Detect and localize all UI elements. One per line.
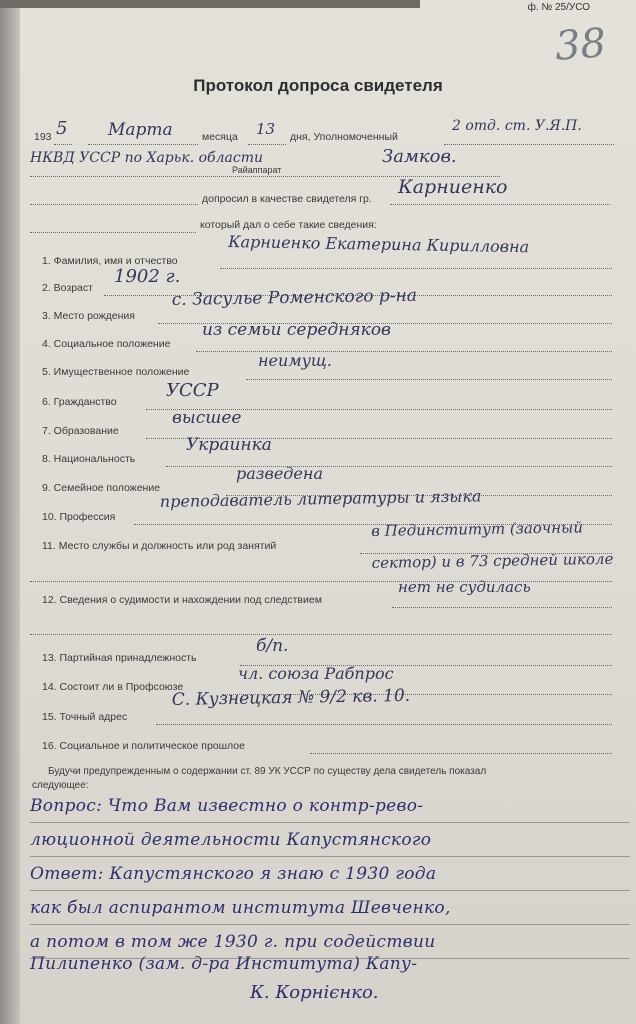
field-value-address: С. Кузнецкая № 9/2 кв. 10.: [171, 685, 411, 710]
field-label-workplace: 11. Место службы и должность или род занятий: [42, 540, 277, 552]
field-label-birthplace: 3. Место рождения: [42, 310, 135, 322]
testimony-line: Вопрос: Что Вам известно о контр-рево-: [30, 796, 424, 816]
testimony-line: люционной деятельности Капустянского: [30, 830, 432, 850]
field-label-union: 14. Состоит ли в Профсоюзе: [42, 681, 184, 693]
field-value-education: высшее: [172, 408, 242, 428]
warning-text-line1: Будучи предупрежденным о содержании ст. 89 УК УССР по существу дела свидетель показал: [48, 766, 487, 777]
gave-info-label: который дал о себе такие сведения:: [200, 219, 377, 231]
month-handwritten: Марта: [108, 120, 173, 140]
warning-text-line2: следующее:: [32, 780, 89, 791]
witness-surname-handwritten: Карниенко: [398, 176, 508, 198]
folio-number: 38: [553, 20, 608, 70]
field-value-birthplace: с. Засулье Роменского р-на: [171, 285, 418, 310]
field-label-criminal-record: 12. Сведения о судимости и нахождении под следствием: [42, 594, 322, 606]
field-value-property-status: неимущ.: [258, 351, 332, 370]
year-digit: 5: [56, 118, 68, 139]
field-label-social-status: 4. Социальное положение: [42, 338, 171, 350]
field-value-profession: преподаватель литературы и языка: [159, 486, 482, 511]
field-label-full-name: 1. Фамилия, имя и отчество: [42, 255, 178, 267]
field-label-age: 2. Возраст: [42, 282, 93, 294]
page-top-edge: [0, 0, 420, 8]
testimony-line: Ответ: Капустянского я знаю с 1930 года: [30, 864, 437, 884]
org-handwritten: НКВД УССР по Харьк. области: [30, 150, 263, 166]
field-label-property-status: 5. Имущественное положение: [42, 366, 190, 378]
year-prefix: 193: [34, 131, 52, 143]
field-value-party: б/п.: [256, 636, 289, 656]
testimony-line: а потом в том же 1930 г. при содействии: [30, 932, 436, 952]
field-label-profession: 10. Профессия: [42, 511, 116, 523]
field-label-social-past: 16. Социальное и политическое прошлое: [42, 740, 245, 752]
field-value-marital-status: разведена: [236, 464, 323, 483]
officer-name-handwritten: Замков.: [382, 146, 457, 167]
field-value-age: 1902 г.: [114, 266, 181, 287]
field-label-marital-status: 9. Семейное положение: [42, 482, 161, 494]
day-word: дня, Уполномоченный: [290, 131, 398, 143]
field-value-citizenship: УССР: [166, 380, 219, 401]
witness-signature: К. Корнієнко.: [250, 982, 379, 1003]
page-title: Протокол допроса свидетеля: [193, 76, 443, 95]
field-label-citizenship: 6. Гражданство: [42, 396, 117, 408]
form-code: ф. № 25/УСО: [527, 2, 590, 13]
testimony-line: Пилипенко (зам. д-ра Института) Капу-: [30, 954, 418, 974]
dept-label: Райаппарат: [232, 165, 282, 175]
field-label-nationality: 8. Национальность: [42, 453, 136, 465]
field-label-party: 13. Партийная принадлежность: [42, 652, 197, 664]
field-value-full-name: Карниенко Екатерина Кирилловна: [228, 232, 530, 257]
officer-rank-handwritten: 2 отд. ст. У.Я.П.: [452, 118, 582, 134]
page-binding-edge: [0, 0, 20, 1024]
field-label-education: 7. Образование: [42, 425, 119, 437]
day-number-handwritten: 13: [256, 120, 276, 138]
field-value-workplace: в Пединститут (заочный сектор) и в 73 средней школе: [371, 518, 614, 573]
questioned-label: допросил в качестве свидетеля гр.: [202, 193, 372, 205]
field-value-union: чл. союза Рабпрос: [238, 664, 394, 683]
field-value-nationality: Украинка: [186, 435, 272, 455]
field-value-criminal-record: нет не судилась: [398, 578, 531, 596]
field-label-address: 15. Точный адрес: [42, 711, 128, 723]
testimony-line: как был аспирантом института Шевченко,: [30, 898, 451, 918]
month-word: месяца: [202, 131, 238, 143]
field-value-social-status: из семьи середняков: [202, 320, 391, 340]
